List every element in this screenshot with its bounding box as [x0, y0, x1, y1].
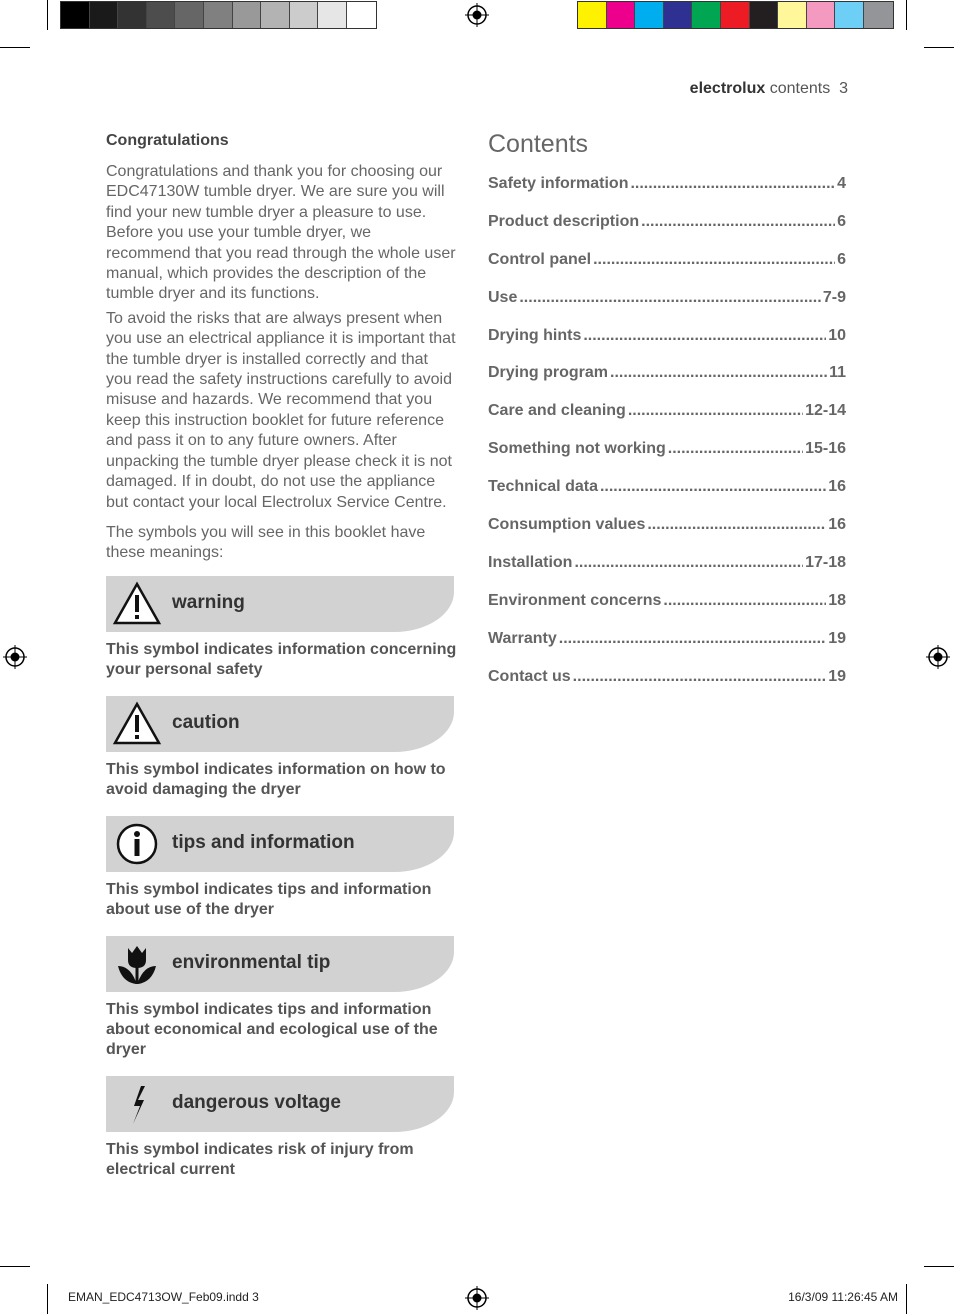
toc-entry[interactable] [488, 327, 846, 365]
toc-leader-dots [610, 364, 827, 382]
toc-entry-label: Warranty [488, 629, 557, 647]
symbol-description: This symbol indicates information concerning your personal safety [106, 640, 457, 678]
toc-entry-label: Safety information [488, 175, 629, 192]
color-swatch [261, 2, 290, 28]
color-swatch [347, 2, 376, 28]
contents-column [488, 130, 846, 705]
footer-filename: EMAN_EDC4713OW_Feb09.indd 3 [68, 1290, 259, 1304]
toc-entry[interactable] [488, 630, 846, 668]
toc-entry[interactable] [488, 668, 846, 706]
toc-entry-page: 6 [837, 250, 846, 268]
toc-leader-dots [573, 668, 827, 686]
registration-mark-icon [3, 645, 27, 669]
toc-leader-dots [600, 478, 826, 496]
toc-entry-label: Control panel [488, 250, 592, 268]
registration-mark-icon [465, 1286, 489, 1310]
color-swatch [750, 2, 779, 28]
toc-entry[interactable] [488, 289, 846, 327]
toc-entry-label: Environment concerns [488, 591, 662, 609]
toc-entry[interactable] [488, 364, 846, 402]
contents-title: Contents [488, 130, 589, 158]
toc-entry-label: Drying program [488, 364, 609, 382]
crop-mark [47, 1284, 48, 1314]
intro-paragraph-2: To avoid the risks that are always present when you use an electrical appliance it is important that the tumble dryer is installed correctly and that you read the safety instructions carefully to avoid misuse and hazards. We recommend that you keep this instruction booklet for future reference and pass it on to any future owners. After unpacking the tumble dryer please check it is not damaged. If in doubt, do not use the appliance but contact your local Electrolux Service Centre. [106, 309, 456, 511]
toc-entry-page: 19 [828, 667, 846, 685]
section-name: contents [769, 80, 831, 97]
symbol-banner [106, 1076, 454, 1132]
page-number: 3 [839, 80, 848, 97]
toc-entry-label: Consumption values [488, 516, 646, 534]
grayscale-color-bar [60, 1, 377, 29]
toc-entry-page: 19 [828, 629, 846, 647]
color-swatch [664, 2, 693, 28]
symbol-description: This symbol indicates information on how to avoid damaging the dryer [106, 760, 446, 798]
toc-entry-page: 15-16 [805, 440, 846, 458]
toc-entry-label: Product description [488, 212, 640, 230]
toc-leader-dots [628, 402, 803, 420]
toc-entry-label: Contact us [488, 667, 571, 685]
toc-entry-page: 4 [837, 175, 846, 192]
lightning-bolt-icon [112, 1080, 162, 1128]
toc-entry-label: Use [488, 288, 518, 306]
toc-entry-page: 6 [837, 212, 846, 230]
toc-entry-label: Technical data [488, 478, 598, 496]
crop-mark [0, 47, 30, 48]
crop-mark [924, 47, 954, 48]
toc-entry-page: 16 [828, 478, 846, 496]
color-swatch [807, 2, 836, 28]
caution-triangle-icon [112, 700, 162, 748]
color-swatch [118, 2, 147, 28]
toc-entry[interactable] [488, 175, 846, 213]
symbol-banner [106, 576, 454, 632]
toc-leader-dots [647, 516, 826, 534]
color-swatch [175, 2, 204, 28]
toc-entry[interactable] [488, 516, 846, 554]
symbol-description: This symbol indicates tips and information about use of the dryer [106, 880, 432, 918]
color-swatch [692, 2, 721, 28]
crop-mark [906, 0, 907, 30]
color-swatch [61, 2, 90, 28]
toc-leader-dots [663, 592, 826, 610]
symbol-description: This symbol indicates risk of injury from electrical current [106, 1140, 414, 1178]
symbol-banner [106, 816, 454, 872]
toc-entry-page: 7-9 [822, 288, 846, 306]
color-swatch [290, 2, 319, 28]
toc-entry-label: Installation [488, 553, 573, 571]
toc-entry-page: 10 [828, 326, 846, 344]
color-swatch [864, 2, 893, 28]
color-swatch [607, 2, 636, 28]
info-icon [112, 820, 162, 868]
toc-entry[interactable] [488, 213, 846, 251]
symbol-block [106, 936, 458, 1076]
color-swatch [233, 2, 262, 28]
running-header [690, 80, 848, 98]
process-color-bar [577, 1, 894, 29]
warning-triangle-icon [112, 580, 162, 628]
color-swatch [778, 2, 807, 28]
toc-leader-dots [583, 327, 826, 345]
toc-entry[interactable] [488, 402, 846, 440]
symbol-block [106, 1076, 458, 1186]
crop-mark [906, 1284, 907, 1314]
crop-mark [47, 0, 48, 30]
symbol-block [106, 816, 458, 936]
color-swatch [90, 2, 119, 28]
symbol-legend [106, 576, 458, 1186]
color-swatch [204, 2, 233, 28]
crop-mark [924, 1266, 954, 1267]
symbol-description: This symbol indicates tips and information about economical and ecological use of the dryer [106, 1000, 438, 1059]
congratulations-heading: Congratulations [106, 132, 229, 149]
intro-paragraph-3: The symbols you will see in this booklet have these meanings: [106, 523, 426, 562]
toc-leader-dots [593, 251, 835, 269]
toc-entry[interactable] [488, 592, 846, 630]
brand-name: electrolux [689, 80, 766, 97]
color-swatch [578, 2, 607, 28]
toc-entry-page: 16 [828, 516, 846, 534]
symbol-title: warning [172, 591, 245, 613]
table-of-contents [488, 175, 846, 705]
symbol-banner [106, 936, 454, 992]
symbol-block [106, 696, 458, 816]
symbol-title: tips and information [172, 831, 355, 853]
toc-entry[interactable] [488, 440, 846, 478]
color-swatch [147, 2, 176, 28]
toc-leader-dots [668, 440, 803, 458]
color-swatch [318, 2, 347, 28]
symbol-banner [106, 696, 454, 752]
color-swatch [635, 2, 664, 28]
toc-entry-label: Something not working [488, 440, 666, 458]
symbol-title: environmental tip [172, 951, 331, 973]
toc-leader-dots [559, 630, 826, 648]
intro-column [106, 132, 458, 1186]
toc-entry-page: 17-18 [805, 553, 846, 571]
symbol-title: caution [172, 711, 240, 733]
registration-mark-icon [926, 645, 950, 669]
footer-timestamp: 16/3/09 11:26:45 AM [788, 1290, 898, 1304]
tulip-icon [112, 940, 162, 988]
toc-entry[interactable] [488, 478, 846, 516]
toc-entry-label: Drying hints [488, 326, 582, 344]
toc-entry-page: 12-14 [805, 402, 846, 420]
toc-entry-label: Care and cleaning [488, 402, 626, 420]
intro-paragraph-1: Congratulations and thank you for choosing our EDC47130W tumble dryer. We are sure you will find your new tumble dryer a pleasure to use. Before you use your tumble dryer, we recommend that you read through the whole user manual, which provides the description of the tumble dryer and its functions. [106, 163, 456, 303]
toc-entry[interactable] [488, 251, 846, 289]
toc-leader-dots [641, 213, 835, 231]
toc-entry-page: 11 [829, 364, 846, 382]
symbol-block [106, 576, 458, 696]
toc-leader-dots [574, 554, 803, 572]
toc-leader-dots [630, 175, 835, 193]
registration-mark-icon [465, 3, 489, 27]
crop-mark [0, 1266, 30, 1267]
toc-entry[interactable] [488, 554, 846, 592]
toc-leader-dots [519, 289, 821, 307]
symbol-title: dangerous voltage [172, 1091, 341, 1113]
color-swatch [835, 2, 864, 28]
color-swatch [721, 2, 750, 28]
toc-entry-page: 18 [828, 591, 846, 609]
